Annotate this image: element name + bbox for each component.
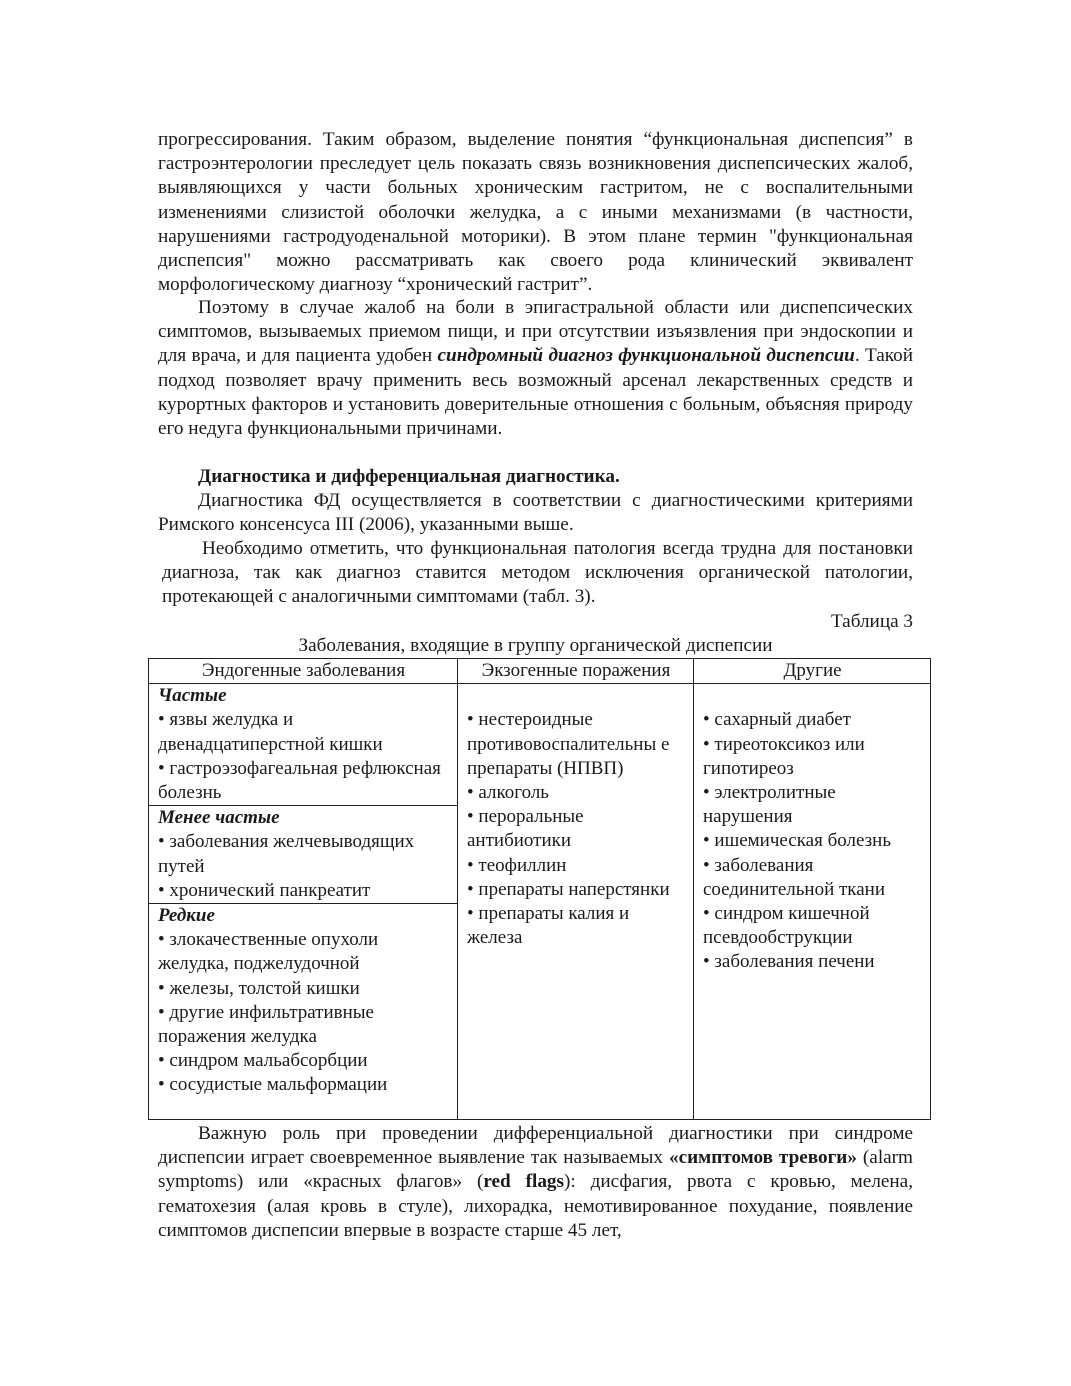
text-span: Поэтому в случае жалоб на боли в эпигастральной области или диспепсических симптомов, вызываемых приемом пищи, и при отсутствии изъязвления при эндоскопии и для врача, и для пациента удобен (158, 297, 913, 367)
text-span: (alarm symptoms) или «красных флагов» ( (158, 1147, 913, 1193)
list-item: • электролитные нарушения (703, 782, 836, 828)
table-header-row (149, 659, 931, 684)
list-item: • язвы желудка и двенадцатиперстной кишки (158, 709, 383, 755)
exogenous-cell (458, 684, 694, 1120)
emphasis-text: синдромный диагноз функциональной диспепсии (437, 345, 855, 367)
list-item: • алкоголь (467, 782, 549, 803)
endogenous-cell (149, 684, 458, 1120)
list-item: • ишемическая болезнь (703, 830, 891, 852)
list-item: • препараты калия и железа (467, 903, 630, 949)
category-rare (149, 904, 457, 1098)
paragraph-text: прогрессирования. Таким образом, выделение понятия “функциональная диспепсия” в гастроэнтерологии преследует цель показать связь возникновения диспепсических жалоб, выявляющихся у части больных хроническим гастритом, не с воспалительными изменениями слизистой оболочки желудка, а с иными механизмами (в частности, нарушениями гастродуоденальной моторики). В этом плане термин "функциональная диспепсия" можно рассматривать как своего рода клинический эквивалент морфологическому диагнозу “хронический гастрит”. (158, 129, 913, 296)
heading-text: Диагностика и дифференциальная диагностика. (198, 466, 620, 487)
exogenous-list (467, 684, 685, 950)
text-span: . Такой подход позволяет врачу применить весь возможный арсенал лекарственных средств и курортных факторов и установить доверительные отношения с больным, объясняя природу его недуга функциональными причинами. (158, 345, 913, 440)
category-label: Частые (158, 685, 227, 707)
section-heading (158, 465, 913, 489)
table-caption: Заболевания, входящие в группу органической диспепсии (298, 635, 773, 656)
category-less-frequent (149, 806, 457, 904)
list-item: • другие инфильтративные поражения желудка (158, 1001, 374, 1048)
header-other: Другие (694, 659, 931, 684)
paragraph-text: Диагностика ФД осуществляется в соответствии с диагностическими критериями Римского консенсуса III (2006), указанными выше. (158, 490, 913, 536)
other-cell (694, 684, 931, 1120)
list-item: • заболевания печени (703, 951, 875, 973)
list-item: • гастроэзофагеальная рефлюксная болезнь (158, 757, 441, 804)
list-item: • хронический панкреатит (158, 879, 371, 901)
header-endogenous: Эндогенные заболевания (149, 659, 458, 684)
list-item: • синдром кишечной псевдообструкции (703, 903, 870, 949)
paragraph-text (158, 296, 913, 441)
list-item: • сосудистые мальформации (158, 1074, 388, 1096)
list-item: • заболевания соединительной ткани (703, 854, 886, 900)
paragraph-functional-dyspepsia-concept (158, 128, 913, 297)
bold-text: «симптомов тревоги» (668, 1147, 857, 1169)
table-number: Таблица 3 (830, 611, 913, 632)
list-item: • заболевания желчевыводящих путей (158, 831, 415, 877)
list-item: • теофиллин (467, 854, 567, 876)
category-frequent (149, 684, 457, 806)
paragraph-rome-criteria (158, 489, 913, 537)
category-label: Менее частые (158, 807, 280, 829)
list-item: • железы, толстой кишки (158, 977, 360, 999)
bold-text: red flags (483, 1171, 564, 1193)
paragraph-syndrome-diagnosis (158, 296, 913, 441)
text-span: ): дисфагия, рвота с кровью, мелена, гематохезия (алая кровь в стуле), лихорадка, немотивированное похудание, появление симптомов диспепсии впервые в возрасте старше 45 лет, (158, 1171, 913, 1241)
text-span: Важную роль при проведении дифференциальной диагностики при синдроме диспепсии играет своевременное выявление так называемых (158, 1123, 913, 1169)
category-label: Редкие (158, 905, 215, 927)
list-item: • злокачественные опухоли желудка, поджелудочной (158, 929, 379, 975)
list-item: • нестероидные противовоспалительны е препараты (НПВП) (467, 709, 670, 779)
other-list (703, 684, 922, 974)
paragraph-alarm-symptoms (158, 1122, 913, 1243)
list-item: • пероральные антибиотики (467, 806, 584, 852)
list-item: • препараты наперстянки (467, 878, 670, 900)
list-item: • синдром мальабсорбции (158, 1050, 368, 1072)
paragraph-text: Необходимо отметить, что функциональная патология всегда трудна для постановки диагноза, так как диагноз ставится методом исключения органической патологии, протекающей с аналогичными симптомами (табл. 3). (162, 538, 913, 608)
header-exogenous: Экзогенные поражения (458, 659, 694, 684)
list-item: • сахарный диабет (703, 709, 851, 731)
table-row (149, 684, 931, 1120)
paragraph-text (158, 1122, 913, 1243)
paragraph-exclusion-method (162, 537, 913, 610)
list-item: • тиреотоксикоз или гипотиреоз (703, 733, 865, 779)
organic-dyspepsia-table (148, 658, 931, 1120)
